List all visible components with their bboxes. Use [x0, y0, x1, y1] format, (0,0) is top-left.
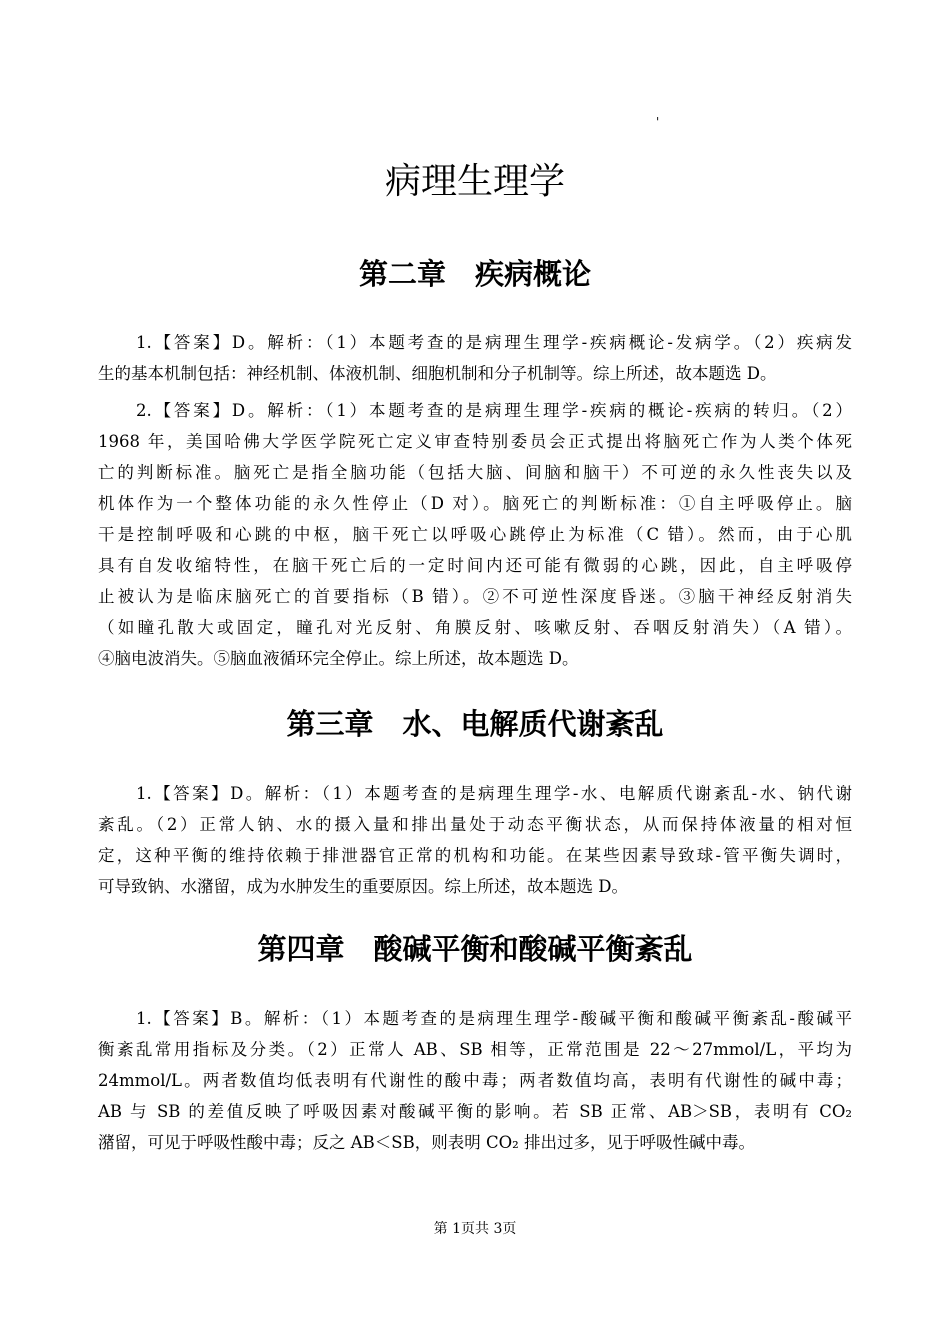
paragraph-line: 干是控制呼吸和心跳的中枢，脑干死亡以呼吸心跳停止为标准（C 错）。然而，由于心肌 — [98, 525, 852, 544]
paragraph-line: （如瞳孔散大或固定，瞳孔对光反射、角膜反射、咳嗽反射、吞咽反射消失）（A 错）。 — [98, 618, 852, 637]
paragraph-line: 亡的判断标准。脑死亡是指全脑功能（包括大脑、间脑和脑干）不可逆的永久性丧失以及 — [98, 463, 852, 482]
answer-paragraph — [98, 395, 852, 674]
paragraph-line: ④脑电波消失。⑤脑血液循环完全停止。综上所述，故本题选 D。 — [98, 649, 579, 668]
paragraph-line: 2.【答案】D。解析：（1）本题考查的是病理生理学-疾病的概论-疾病的转归。（2） — [136, 401, 852, 420]
paragraph-line: 潴留，可见于呼吸性酸中毒；反之 AB＜SB，则表明 CO₂ 排出过多，见于呼吸性碱中毒。 — [98, 1133, 755, 1152]
paragraph-line: 24mmol/L。两者数值均低表明有代谢性的酸中毒；两者数值均高，表明有代谢性的碱中毒； — [98, 1071, 852, 1090]
paragraph-line: 紊乱。（2）正常人钠、水的摄入量和排出量处于动态平衡状态，从而保持体液量的相对恒 — [98, 815, 852, 834]
document-title: 病理生理学 — [384, 161, 565, 202]
paragraph-line: AB 与 SB 的差值反映了呼吸因素对酸碱平衡的影响。若 SB 正常、AB＞SB，表明有 CO₂ — [98, 1102, 852, 1121]
answer-paragraph — [98, 1003, 852, 1158]
paragraph-line: 可导致钠、水潴留，成为水肿发生的重要原因。综上所述，故本题选 D。 — [98, 877, 628, 896]
paragraph-line: 衡紊乱常用指标及分类。（2）正常人 AB、SB 相等，正常范围是 22～27mmol/L，平均为 — [98, 1040, 852, 1059]
chapter-heading-2: 第二章 疾病概论 — [358, 257, 591, 291]
page-footer: 第 1页共 3页 — [433, 1221, 517, 1237]
chapter-heading-3: 第三章 水、电解质代谢紊乱 — [286, 707, 664, 741]
header-mark: ' — [656, 115, 660, 129]
paragraph-line: 1.【答案】D。解析：（1）本题考查的是病理生理学-水、电解质代谢紊乱-水、钠代谢 — [136, 784, 852, 803]
paragraph-line: 定，这种平衡的维持依赖于排泄器官正常的机构和功能。在某些因素导致球-管平衡失调时， — [98, 846, 852, 865]
paragraph-line: 具有自发收缩特性，在脑干死亡后的一定时间内还可能有微弱的心跳，因此，自主呼吸停 — [98, 556, 852, 575]
answer-paragraph — [98, 778, 852, 902]
paragraph-line: 机体作为一个整体功能的永久性停止（D 对）。脑死亡的判断标准：①自主呼吸停止。脑 — [98, 494, 852, 513]
chapter-heading-4: 第四章 酸碱平衡和酸碱平衡紊乱 — [257, 932, 693, 966]
paragraph-line: 止被认为是临床脑死亡的首要指标（B 错）。②不可逆性深度昏迷。③脑干神经反射消失 — [98, 587, 852, 606]
paragraph-line: 生的基本机制包括：神经机制、体液机制、细胞机制和分子机制等。综上所述，故本题选 D。 — [98, 364, 777, 383]
paragraph-line: 1.【答案】D。解析：（1）本题考查的是病理生理学-疾病概论-发病学。（2）疾病发 — [136, 333, 852, 352]
paragraph-line: 1.【答案】B。解析：（1）本题考查的是病理生理学-酸碱平衡和酸碱平衡紊乱-酸碱平 — [136, 1009, 852, 1028]
answer-paragraph — [98, 327, 852, 389]
paragraph-line: 1968 年，美国哈佛大学医学院死亡定义审查特别委员会正式提出将脑死亡作为人类个体死 — [98, 432, 852, 451]
